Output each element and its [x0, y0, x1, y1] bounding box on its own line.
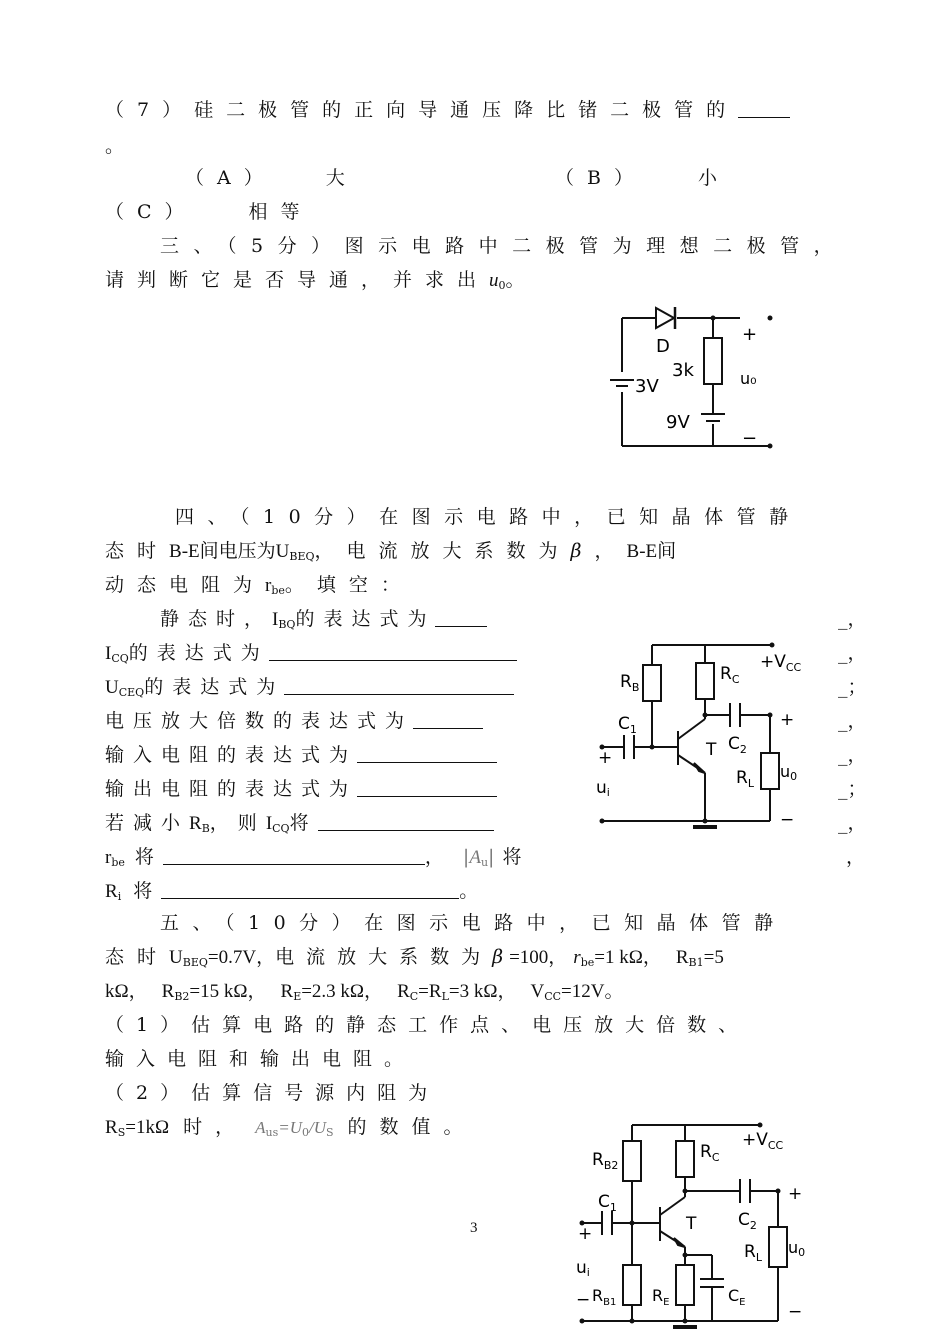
svg-text:3V: 3V: [635, 376, 659, 397]
svg-text:+: +: [788, 1184, 803, 1204]
q4-fill-icq: $I_{CQ}$的表达式为: [105, 641, 517, 671]
q4-line3: 动态电阻为$r_{be}$。填空：: [105, 574, 413, 597]
q4-tail-8: ，: [846, 846, 866, 868]
svg-text:RB1: $R_{B1}$: [592, 1286, 617, 1308]
svg-text:RL: $R_L$: [744, 1242, 762, 1264]
q5-line3: kΩ， $R_{B2}=15$ kΩ， $R_E=2.3$ kΩ， $R_C=R_L=3$ kΩ， $V_{CC}=12V$。: [105, 981, 624, 1003]
svg-text:T: T: [686, 1214, 697, 1234]
svg-text:C1: $C_1$: [618, 714, 637, 736]
q5-part2-cont: $R_S=1k\Omega$ 时， $A_{us}=U_0/U_S$ 的数值。: [105, 1116, 476, 1139]
svg-text:C2: $C_2$: [728, 734, 747, 756]
q3-diode-circuit: [600, 300, 790, 460]
svg-text:RL: $R_L$: [736, 768, 754, 790]
svg-text:u₀: u₀: [740, 369, 757, 388]
svg-text:−: −: [576, 1290, 591, 1310]
svg-text:−: −: [780, 810, 795, 830]
svg-text:−: −: [742, 428, 758, 449]
q4-line2: 态时B-E间电压为$U_{BEQ}$，电流放大系数为β，B-E间: [105, 540, 677, 563]
svg-text:CE: $C_E$: [728, 1286, 746, 1308]
q3-heading: 三、（5分）图示电路中二极管为理想二极管，: [160, 235, 848, 257]
svg-text:D: D: [656, 336, 670, 357]
emitter-arrow-icon: [674, 1238, 685, 1247]
diode-d-icon: [656, 308, 674, 328]
q7-end: 。: [105, 135, 125, 157]
q4-fill-uceq: $U_{CEQ}$的表达式为: [105, 675, 514, 705]
q5-part1: （1）估算电路的静态工作点、电压放大倍数、: [105, 1014, 750, 1036]
svg-text:ui: ui: [576, 1258, 590, 1279]
svg-text:+: +: [780, 710, 795, 730]
q4-tail-6: _；: [838, 778, 867, 800]
q5-part1-cont: 输入电阻和输出电阻。: [105, 1048, 416, 1070]
q4-amplifier-circuit: [590, 635, 815, 835]
svg-text:9V: 9V: [666, 412, 690, 433]
q4-fill-gain: 电压放大倍数的表达式为: [105, 709, 483, 733]
svg-text:+: +: [742, 324, 758, 345]
q4-fill-rout: 输出电阻的表达式为: [105, 777, 497, 801]
svg-text:RC: $R_C$: [720, 664, 740, 686]
svg-text:+: +: [578, 1224, 593, 1244]
svg-text:−: −: [788, 1302, 803, 1322]
svg-text:RB2: $R_{B2}$: [592, 1150, 619, 1172]
svg-text:T: T: [706, 740, 717, 760]
svg-text:RC: $R_C$: [700, 1142, 720, 1164]
q4-tail-1: _，: [838, 608, 867, 630]
q4-fill-ri: $R_i$ 将 。: [105, 880, 488, 903]
q4-tail-2: _，: [838, 642, 867, 664]
q4-fill-rin: 输入电阻的表达式为: [105, 743, 497, 767]
q4-fill-ibq: 静态时，$I_{BQ}$的表达式为: [160, 607, 487, 637]
svg-text:+VCC: $+V_{CC}$: [760, 652, 802, 674]
q7-option-b: （B） 小: [555, 167, 730, 189]
q7-option-a: （A） 大: [185, 167, 358, 189]
q4-fill-rb-icq: 若减小$R_B$，则$I_{CQ}$将: [105, 811, 494, 841]
svg-text:ui: ui: [596, 778, 610, 799]
q4-tail-7: _，: [838, 812, 867, 834]
q5-heading: 五、（10分）在图示电路中，已知晶体管静: [160, 912, 787, 934]
ground-icon: [673, 1325, 697, 1329]
svg-text:u0: u0: [788, 1238, 806, 1259]
svg-text:C1: $C_1$: [598, 1192, 617, 1214]
q3-line2: 请判断它是否导通，并求出$u_0$。: [105, 269, 538, 292]
q5-part2: （2）估算信号源内阻为: [105, 1082, 440, 1104]
page-number: 3: [470, 1220, 478, 1236]
svg-text:RE: $R_E$: [652, 1286, 670, 1308]
q5-line2: 态时$U_{BEQ}=0.7V$，电流放大系数为β=100， $r_{be}=1$ kΩ， $R_{B1}=5$: [105, 946, 724, 969]
svg-text:+VCC: $+V_{CC}$: [742, 1130, 784, 1152]
q7-stem: （7）硅二极管的正向导通压降比锗二极管的: [105, 98, 790, 122]
q7-option-c: （C） 相等: [105, 201, 313, 223]
svg-text:3k: 3k: [672, 360, 694, 381]
svg-text:u0: u0: [780, 762, 798, 783]
q4-tail-5: _，: [838, 744, 867, 766]
svg-text:C2: $C_2$: [738, 1210, 757, 1232]
q5-amplifier-circuit: [570, 1115, 815, 1340]
q4-fill-rbe-au: $r_{be}$ 将 ， $|A_u|$ 将: [105, 846, 531, 869]
q4-tail-4: _，: [838, 710, 867, 732]
ground-icon: [693, 825, 717, 829]
q4-tail-3: _；: [838, 676, 867, 698]
q4-heading: 四、（10分）在图示电路中，已知晶体管静: [175, 506, 802, 528]
svg-text:RB: $R_B$: [620, 672, 640, 694]
emitter-arrow-icon: [694, 763, 705, 773]
svg-text:+: +: [598, 748, 613, 768]
